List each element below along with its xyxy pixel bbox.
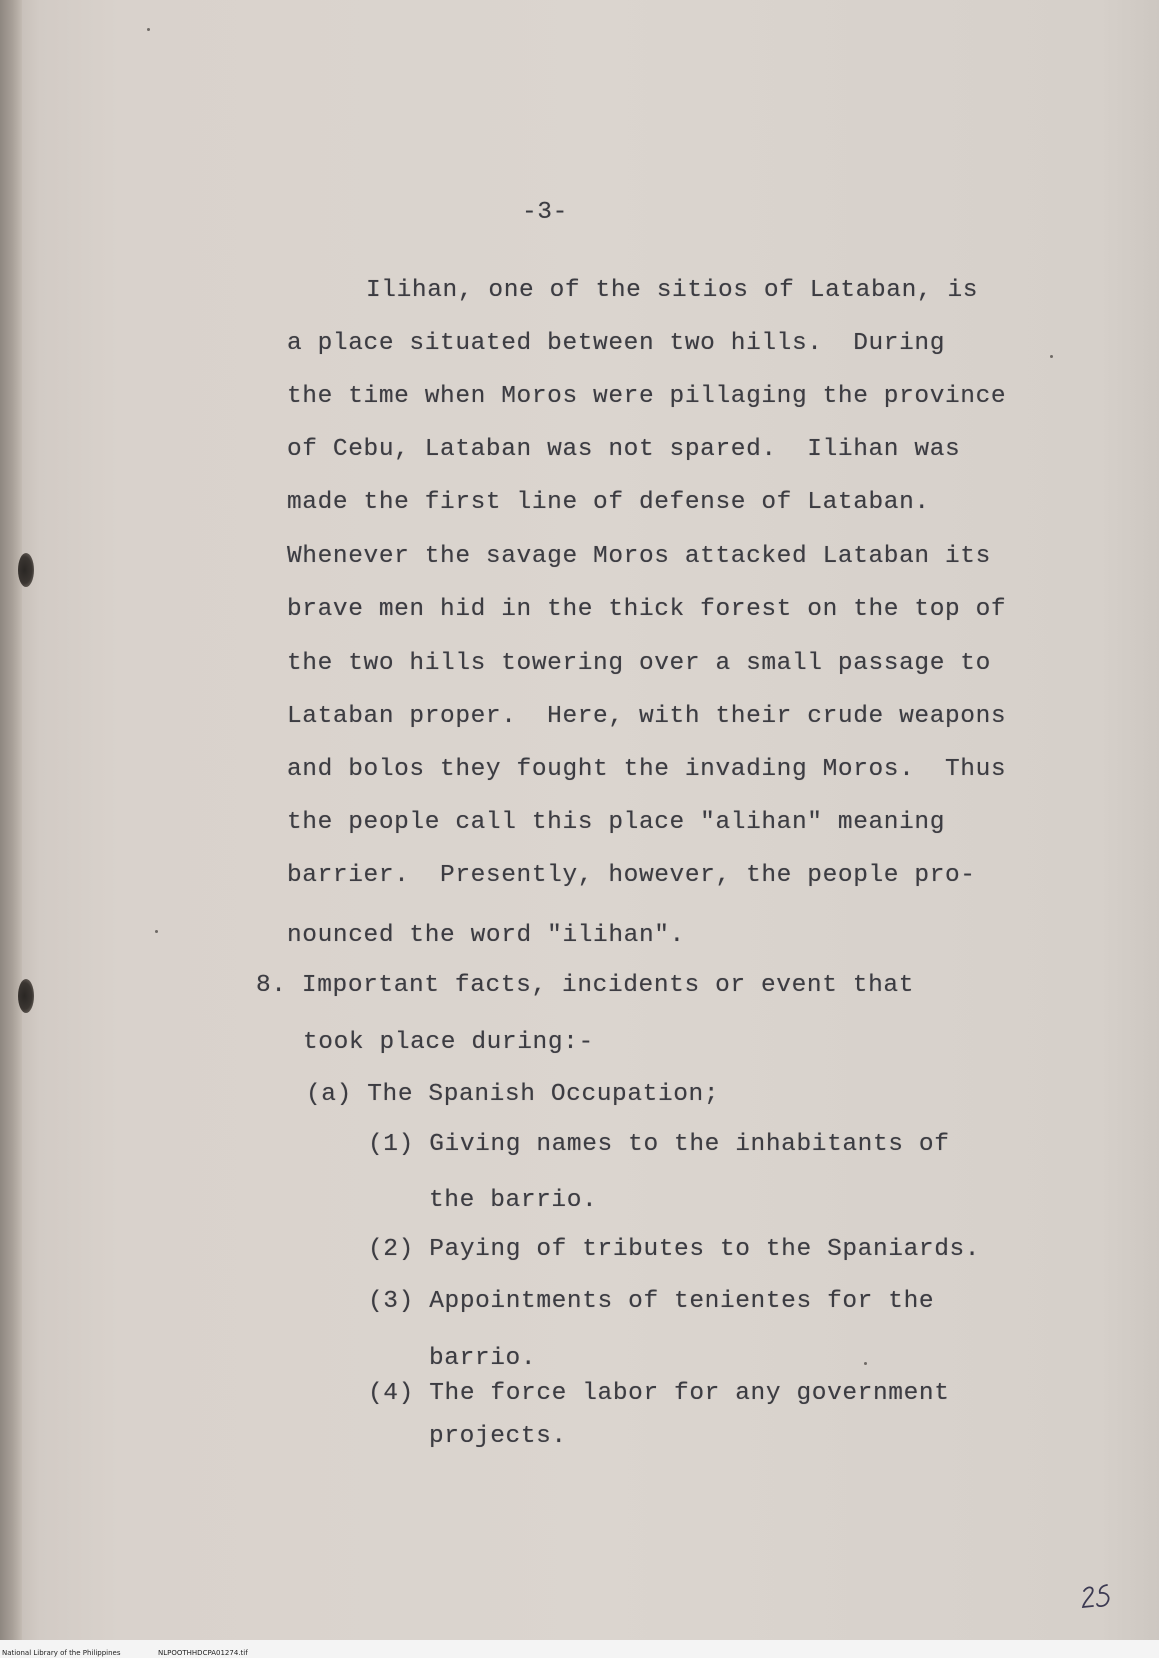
paper-speck (864, 1362, 867, 1365)
binding-edge (0, 0, 22, 1640)
paragraph-line: barrier. Presently, however, the people pro- (287, 862, 976, 889)
paragraph-line: made the first line of defense of Lataban. (287, 489, 930, 516)
handwritten-page-mark (1080, 1582, 1116, 1617)
list-item: (3) Appointments of tenientes for the (368, 1288, 935, 1315)
paragraph-line: nounced the word "ilihan". (287, 922, 685, 949)
paragraph-line: Ilihan, one of the sitios of Lataban, is (366, 277, 979, 304)
section-heading-8: 8. Important facts, incidents or event that (256, 972, 915, 999)
footer-filename: NLPOOTHHDCPA01274.tif (158, 1649, 248, 1657)
list-item: barrio. (429, 1345, 537, 1372)
list-item: projects. (429, 1423, 567, 1450)
scan-footer (0, 1640, 1159, 1658)
paper-speck (155, 930, 158, 933)
paragraph-line: the people call this place "alihan" meaning (287, 809, 946, 836)
paragraph-line: the two hills towering over a small passage to (287, 650, 991, 677)
punch-hole-lower (18, 979, 34, 1013)
punch-hole-upper (18, 553, 34, 587)
section-heading-8-continued: took place during:- (303, 1029, 594, 1056)
subsection-a-heading: (a) The Spanish Occupation; (306, 1081, 720, 1108)
list-item: (4) The force labor for any government (368, 1380, 950, 1407)
handwritten-25-mark (1080, 1582, 1116, 1612)
footer-library-name: National Library of the Philippines (2, 1649, 121, 1657)
paper-speck (147, 28, 150, 31)
list-item: the barrio. (429, 1187, 598, 1214)
paragraph-line: a place situated between two hills. During (287, 330, 946, 357)
paragraph-line: and bolos they fought the invading Moros. Thus (287, 756, 1007, 783)
paper-speck (1050, 355, 1053, 358)
page-number: -3- (522, 199, 568, 226)
paragraph-line: the time when Moros were pillaging the province (287, 383, 1007, 410)
paragraph-line: Lataban proper. Here, with their crude weapons (287, 703, 1007, 730)
paragraph-line: Whenever the savage Moros attacked Lataban its (287, 543, 991, 570)
paragraph-line: brave men hid in the thick forest on the top of (287, 596, 1007, 623)
list-item: (2) Paying of tributes to the Spaniards. (368, 1236, 981, 1263)
paragraph-line: of Cebu, Lataban was not spared. Ilihan was (287, 436, 961, 463)
list-item: (1) Giving names to the inhabitants of (368, 1131, 950, 1158)
